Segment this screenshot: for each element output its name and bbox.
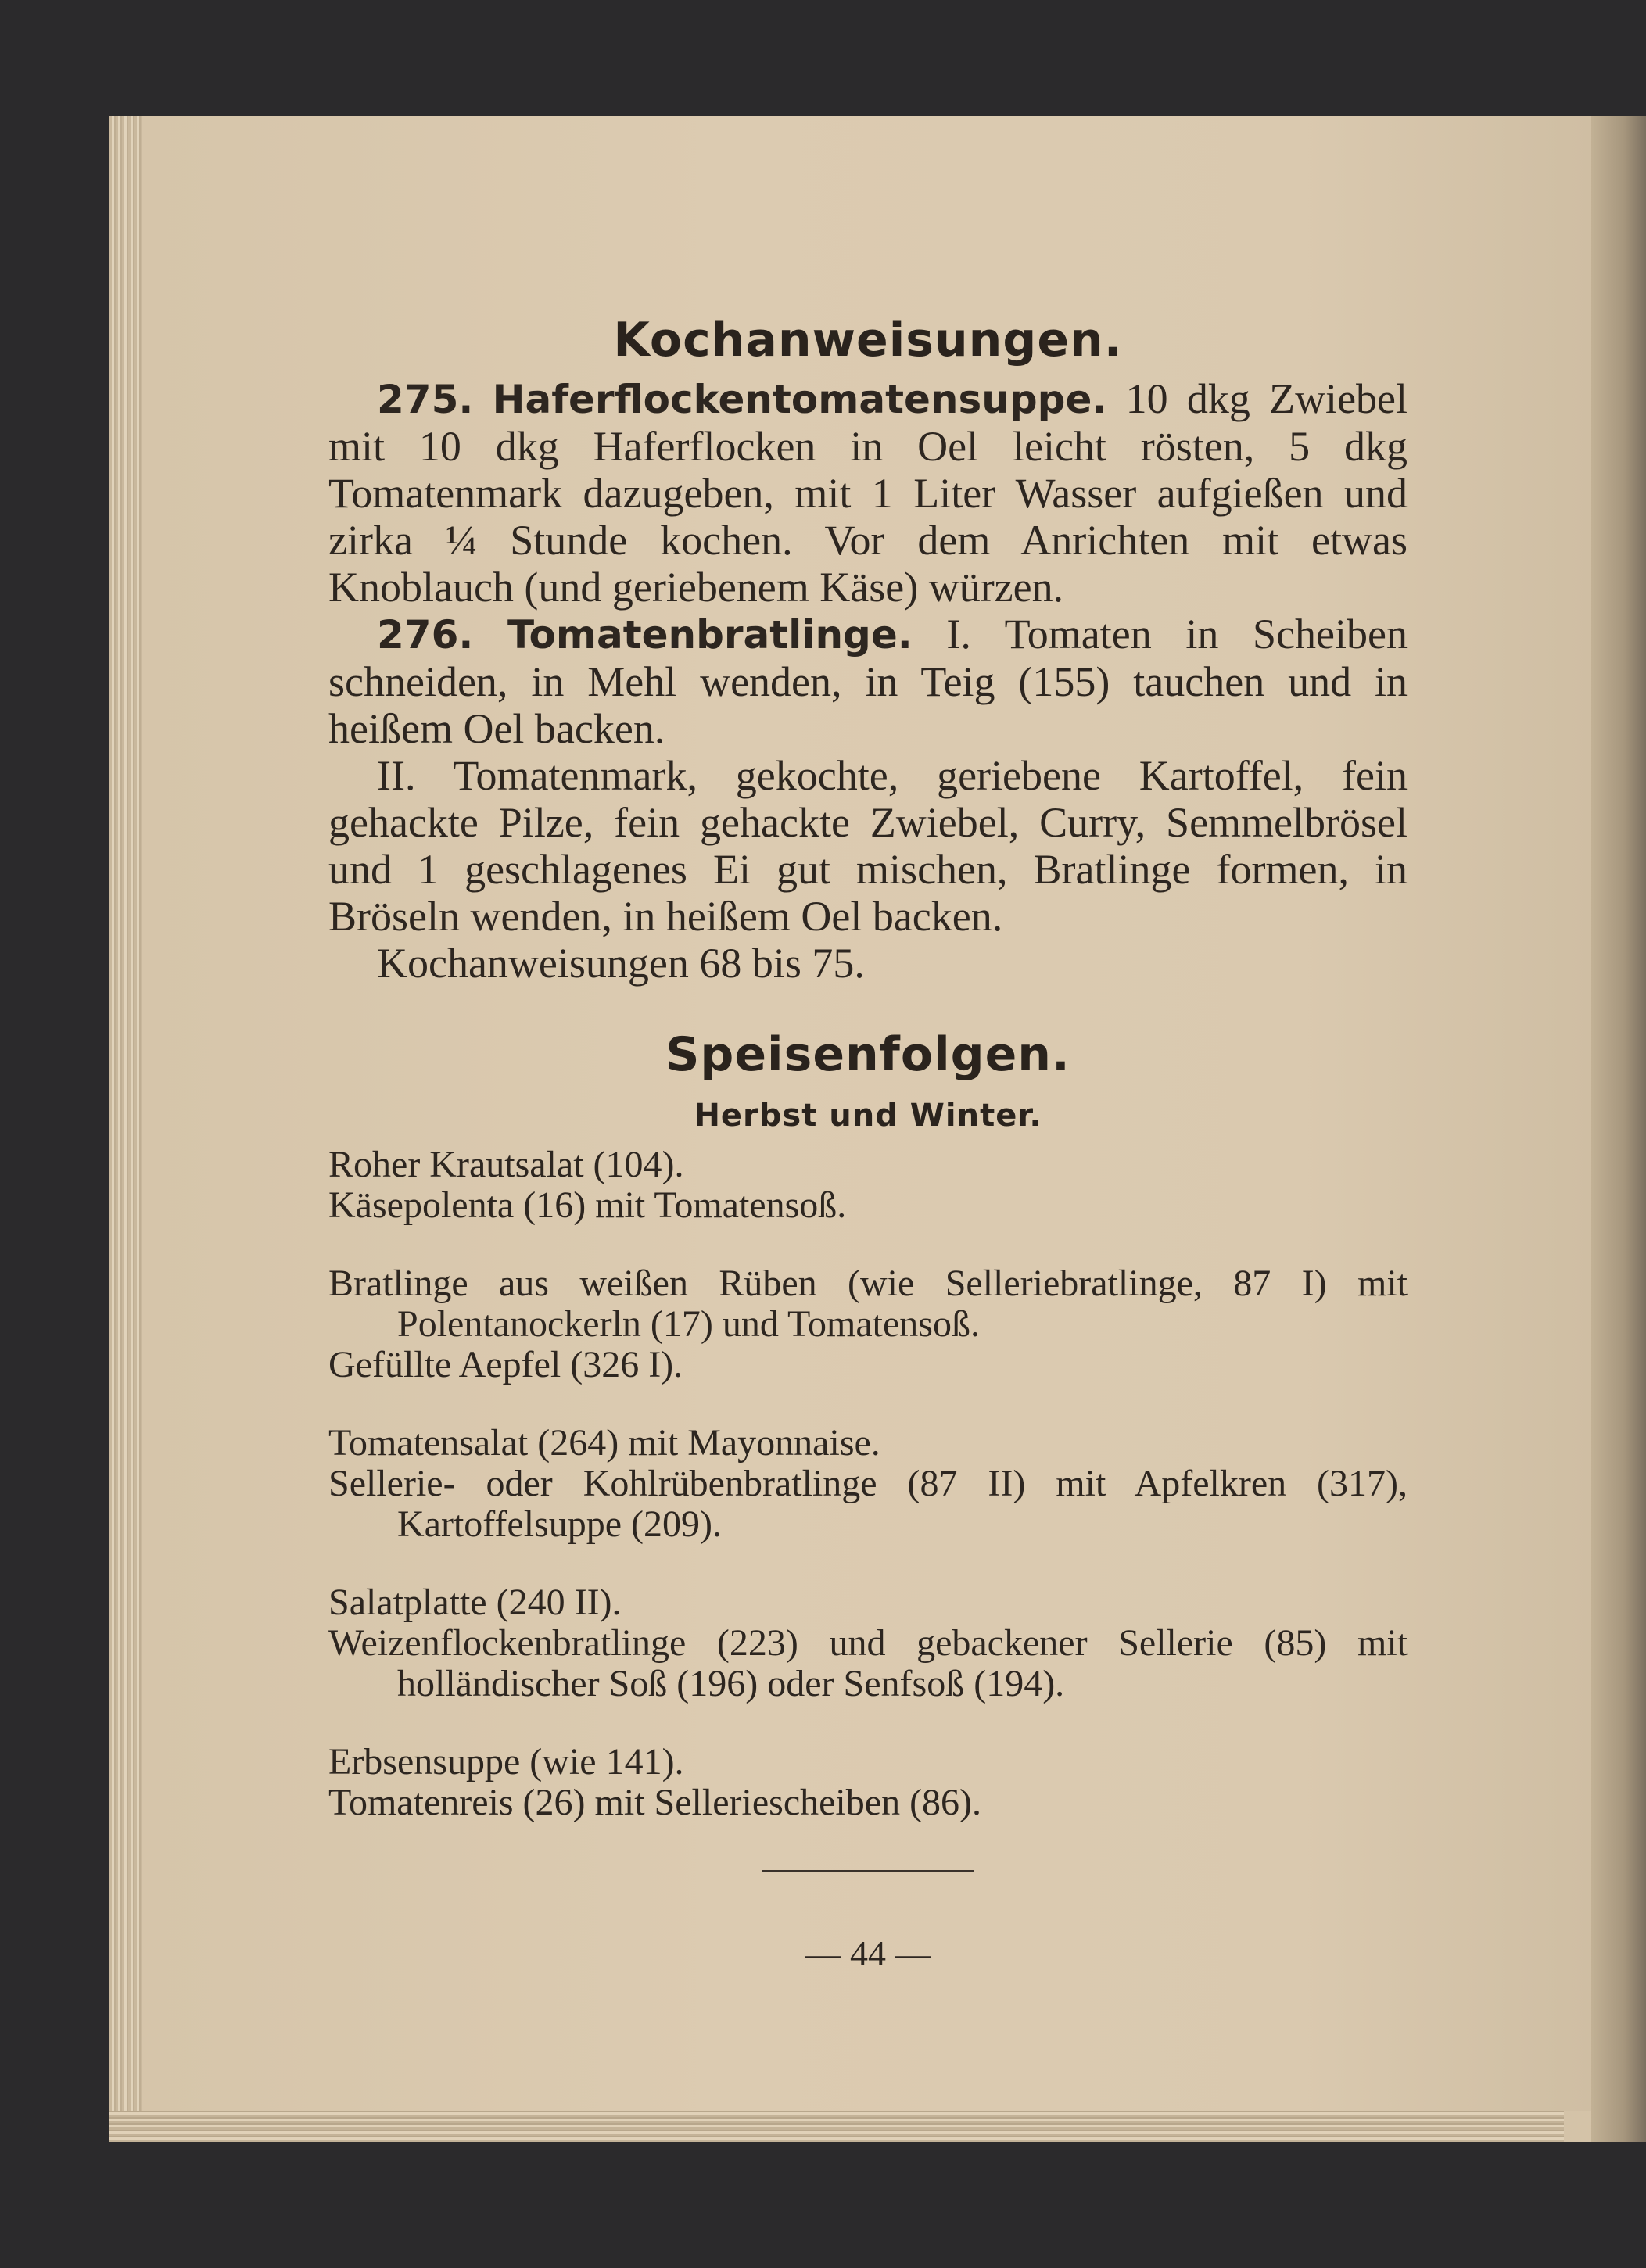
menu-group xyxy=(328,1145,1408,1226)
cooking-reference: Kochanweisungen 68 bis 75. xyxy=(377,940,865,987)
recipe-276 xyxy=(328,611,1408,752)
menu-line: Weizenflockenbratlinge (223) und gebackener Sellerie (85) mit holländischer Soß (196) oder Senfsoß (194). xyxy=(328,1622,1408,1704)
menu-line: Tomatenreis (26) mit Selleriescheiben (86). xyxy=(328,1782,982,1823)
menu-line: Sellerie- oder Kohlrübenbratlinge (87 II) mit Apfelkren (317), Kartoffelsuppe (209). xyxy=(328,1463,1408,1545)
menu-group xyxy=(328,1263,1408,1385)
page-edges-left xyxy=(109,116,142,2142)
recipe-number: 276. xyxy=(377,612,474,657)
recipe-text: I. Tomaten in Scheiben schneiden, in Mehl wenden, in Teig (155) tauchen und in heißem Oel backen. xyxy=(328,611,1408,752)
recipe-275 xyxy=(328,375,1408,611)
menu-line: Käsepolenta (16) mit Tomatensoß. xyxy=(328,1184,847,1226)
menus-heading: Speisenfolgen. xyxy=(665,1027,1070,1082)
menu-line: Tomatensalat (264) mit Mayonnaise. xyxy=(328,1422,880,1464)
page-content xyxy=(328,266,1408,1974)
recipe-276-part-ii: II. Tomatenmark, gekochte, geriebene Kartoffel, fein gehackte Pilze, fein gehackte Zwiebel, Curry, Semmelbrösel und 1 geschlagenes Ei gut mischen, Bratlinge formen, in Bröseln wenden, in heißem Oel backen. xyxy=(328,752,1408,940)
recipe-title: Tomatenbratlinge. xyxy=(507,612,913,657)
menu-line: Gefüllte Aepfel (326 I). xyxy=(328,1344,683,1385)
menu-group xyxy=(328,1742,1408,1823)
recipe-text: 10 dkg Zwiebel mit 10 dkg Haferflocken in Oel leicht rösten, 5 dkg Tomatenmark dazugeben, mit 1 Liter Wasser aufgießen und zirka ¼ Stunde kochen. Vor dem Anrichten mit etwas Knoblauch (und geriebenem Käse) würzen. xyxy=(328,375,1408,611)
page-edges-bottom xyxy=(109,2111,1564,2142)
menu-group xyxy=(328,1582,1408,1704)
menu-line: Bratlinge aus weißen Rüben (wie Selleriebratlinge, 87 I) mit Polentanockerln (17) und Tomatensoß. xyxy=(328,1263,1408,1345)
cooking-heading: Kochanweisungen. xyxy=(613,313,1123,367)
menu-line: Erbsensuppe (wie 141). xyxy=(328,1741,684,1783)
page-number: — 44 — xyxy=(805,1933,931,1973)
recipe-number: 275. xyxy=(377,377,474,422)
menu-line: Salatplatte (240 II). xyxy=(328,1582,622,1623)
menus-subheading: Herbst und Winter. xyxy=(694,1098,1042,1134)
recipe-title: Haferflockentomatensuppe. xyxy=(492,377,1107,422)
divider-rule xyxy=(762,1870,974,1872)
menu-line: Roher Krautsalat (104). xyxy=(328,1144,684,1185)
book-gutter xyxy=(1591,116,1646,2142)
menu-group xyxy=(328,1423,1408,1545)
